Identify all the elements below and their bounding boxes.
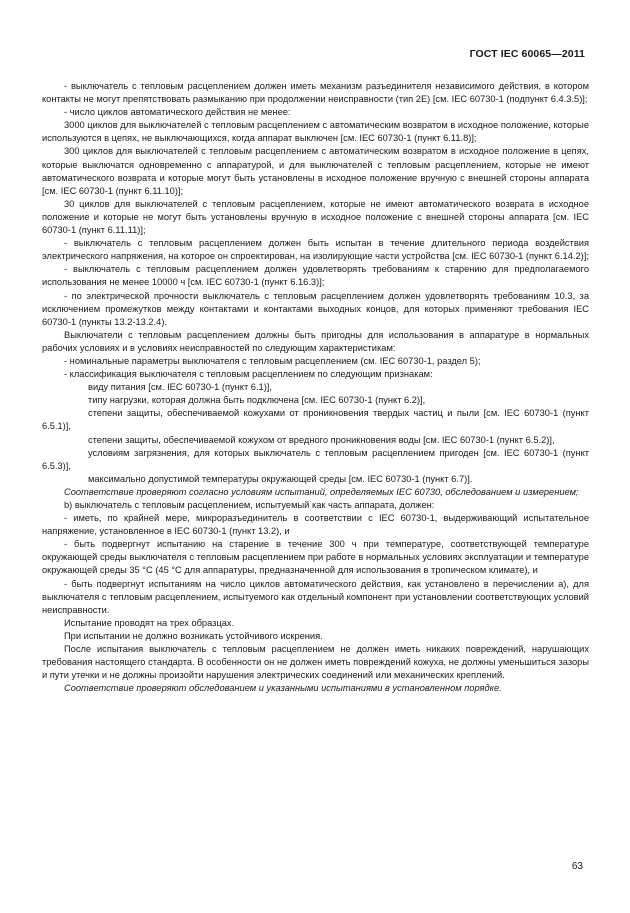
paragraph: При испытании не должно возникать устойчивого искрения.	[64, 630, 323, 641]
paragraph: степени защиты, обеспечиваемой кожухами от проникновения твердых частиц и пыли [см. IEC 60730-1 (пункт 6.5.1)],	[42, 408, 589, 432]
document-id-header: ГОСТ IEC 60065—2011	[469, 48, 585, 60]
paragraph: Испытание проводят на трех образцах.	[64, 617, 235, 628]
paragraph: типу нагрузки, которая должна быть подключена [см. IEC 60730-1 (пункт 6.2)],	[88, 395, 426, 406]
paragraph: 300 циклов для выключателей с тепловым расцеплением с автоматическим возвратом в исходное положение в цепях, которые выключатся одновременно с аппаратурой, и для выключателей с тепловым расцеплением, которые не имеют автоматического возврата и которые могут быть установлены в исходное положение вручную с внешней стороны аппарата [см. IEC 60730-1 (пункт 6.11.10)];	[42, 146, 589, 196]
paragraph: максимально допустимой температуры окружающей среды [см. IEC 60730-1 (пункт 6.7)].	[88, 473, 473, 484]
paragraph: степени защиты, обеспечиваемой кожухом от вредного проникновения воды [см. IEC 60730-1 (пункт 6.5.2)],	[88, 434, 555, 445]
page-number: 63	[571, 861, 583, 872]
paragraph: - выключатель с тепловым расцеплением должен иметь механизм разъединителя независимого действия, в котором контакты не могут препятствовать размыканию при продолжении неисправности (тип 2Е) [см. IEC 60730-1 (подпункт 6.4.3.5)];	[42, 81, 589, 105]
paragraph: - быть подвергнут испытаниям на число циклов автоматического действия, как установлено в перечислении а), для выключателя с тепловым расцеплением, испытуемого как отдельный компонент при установлении соответствующих условий неисправности.	[42, 578, 589, 615]
paragraph: - номинальные параметры выключателя с тепловым расцеплением (см. IEC 60730-1, раздел 5);	[64, 355, 481, 366]
paragraph: - выключатель с тепловым расцеплением должен удовлетворять требованиям к старению для предполагаемого использования не менее 10000 ч [см. IEC 60730-1 (пункт 6.16.3)];	[42, 264, 589, 288]
paragraph: - иметь, по крайней мере, микроразъединитель в соответствии с IEC 60730-1, выдерживающий испытательное напряжение, установленное в IEC 60730-1 (пункт 13.2), и	[42, 513, 589, 537]
paragraph: - число циклов автоматического действия не менее:	[64, 107, 291, 118]
paragraph: Соответствие проверяют согласно условиям испытаний, определяемых IEC 60730, обследованием и измерением;	[64, 486, 579, 497]
paragraph: После испытания выключатель с тепловым расцеплением не должен иметь никаких повреждений, нарушающих требования настоящего стандарта. В особенности он не должен иметь повреждений кожуха, не должны уменьшиться зазоры и пути утечки и не должны произойти нарушения электрических соединений или механических креплений.	[42, 644, 589, 681]
paragraph: условиям загрязнения, для которых выключатель с тепловым расцеплением пригоден [см. IEC 60730-1 (пункт 6.5.3)],	[42, 447, 589, 471]
paragraph: b) выключатель с тепловым расцеплением, испытуемый как часть аппарата, должен:	[64, 500, 435, 510]
paragraph: - быть подвергнут испытанию на старение в течение 300 ч при температуре, соответствующей температуре окружающей среды выключателя с тепловым расцеплением при работе в нормальных условиях эксплуатации и температуре окружающей среды 35 °С (45 °С для аппаратуры, предназначенной для использования в тропическом климате), и	[42, 539, 589, 576]
paragraph: 3000 циклов для выключателей с тепловым расцеплением с автоматическим возвратом в исходное положение, которые используются в цепях, не выключающихся, когда аппарат выключен [см. IEC 60730-1 (пункт 6.11.8)];	[42, 120, 589, 144]
paragraph: - классификация выключателя с тепловым расцеплением по следующим признакам:	[64, 369, 433, 380]
paragraph: Соответствие проверяют обследованием и указанными испытаниями в установленном порядке.	[64, 683, 502, 694]
paragraph: виду питания [см. IEC 60730-1 (пункт 6.1)],	[88, 382, 272, 393]
paragraph: - по электрической прочности выключатель с тепловым расцеплением должен удовлетворять требованиям 10.3, за исключением промежутков между контактами и контактами выходных концов, для которых применяют требования IEC 60730-1 (пункты 13.2-13.2.4).	[42, 290, 589, 327]
paragraph: - выключатель с тепловым расцеплением должен быть испытан в течение длительного периода воздействия электрического напряжения, на которое он спроектирован, на изолирующие части устройства [см. IEC 60730-1 (пункт 6.14.2)];	[42, 238, 589, 262]
paragraph: 30 циклов для выключателей с тепловым расцеплением, которые не имеют автоматического возврата в исходное положение и которые не могут быть установлены вручную в исходное положение с внешней стороны аппарата [см. IEC 60730-1 (пункт 6.11.11)];	[42, 198, 589, 236]
paragraph: Выключатели с тепловым расцеплением должны быть пригодны для использования в аппаратуре в нормальных рабочих условиях и в условиях неисправностей по следующим характеристикам:	[42, 329, 589, 353]
page-body	[42, 80, 589, 695]
